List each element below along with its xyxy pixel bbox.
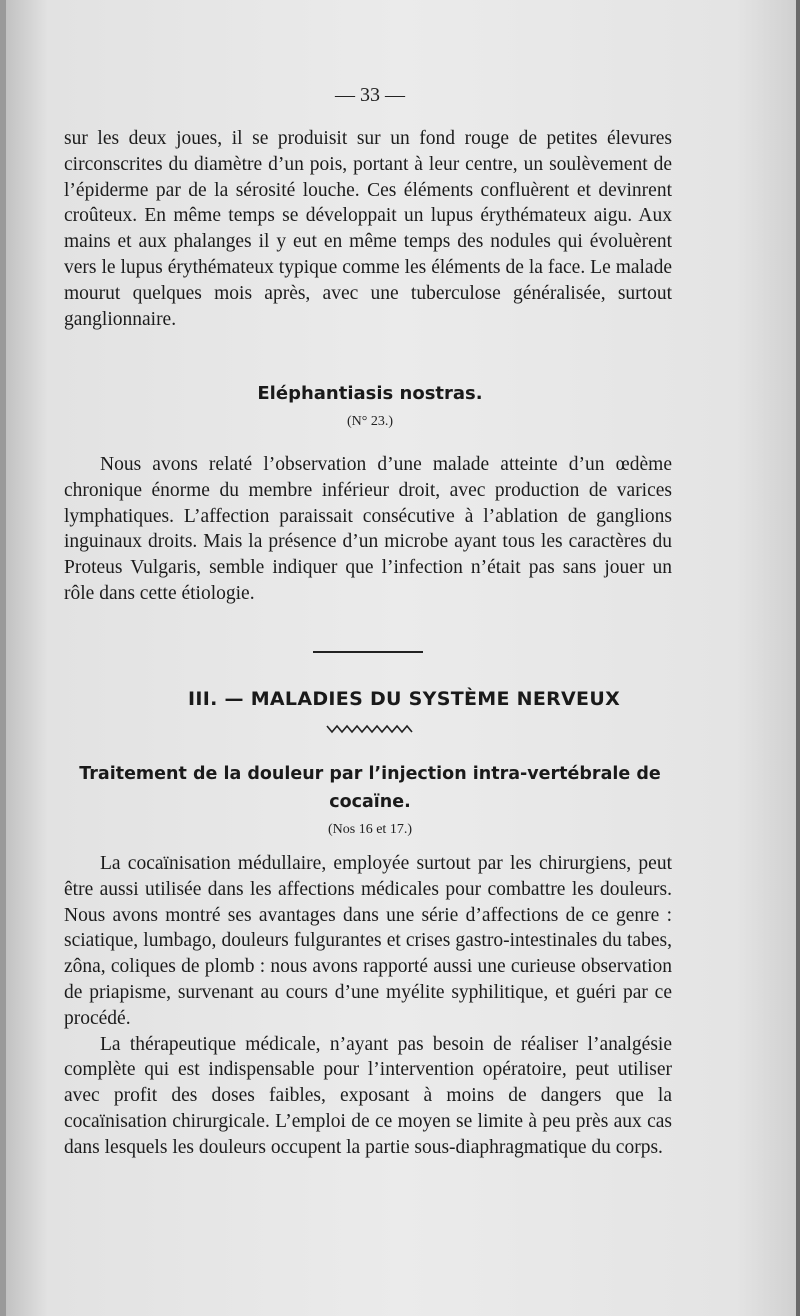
traitement-paragraph-2: La thérapeutique médicale, n’ayant pas besoin de réaliser l’analgésie complète qui est indispensable pour l’intervention opératoire, peut utiliser avec profit des doses faibles, exposant à moins de dangers que la cocaïnisation chirurgicale. L’emploi de ce moyen se limite à peu près aux cas dans lesquels les douleurs occupent la partie sous-diaphragmatique du corps. (64, 1033, 672, 1158)
traitement-reference-note: (Nos 16 et 17.) (328, 822, 412, 837)
elephantiasis-reference-note: (N° 23.) (346, 414, 394, 429)
intro-paragraph: sur les deux joues, il se produisit sur un fond rouge de petites élevures circonscrites du diamètre d’un pois, portant à leur centre, un soulèvement de l’épiderme par de la sérosité louche. Ces éléments confluèrent et devinrent croûteux. En même temps se développait un lupus érythémateux aigu. Aux mains et aux phalanges il y eut en même temps des nodules qui évoluèrent vers le lupus érythémateux typique comme les éléments de la face. Le malade mourut quelques mois après, avec une tuberculose généralisée, surtout ganglionnaire. (64, 128, 672, 330)
page-number: — 33 — (335, 84, 405, 106)
traitement-text-block (64, 851, 672, 1161)
section-title: III. — MALADIES DU SYSTÈME NERVEUX (187, 688, 621, 710)
elephantiasis-paragraph-block (64, 452, 672, 607)
section-divider-rule (313, 651, 423, 653)
elephantiasis-heading: Eléphantiasis nostras. (257, 383, 483, 404)
traitement-heading: Traitement de la douleur par l’injection intra-vertébrale de cocaïne. (79, 764, 661, 812)
intro-paragraph-block (64, 126, 672, 332)
traitement-paragraph-1: La cocaïnisation médullaire, employée surtout par les chirurgiens, peut être aussi utilisée dans les affections médicales pour combattre les douleurs. Nous avons montré ses avantages dans une série d’affections de ce genre : sciatique, lumbago, douleurs fulgurantes et crises gastro-intestinales du tabes, zôna, coliques de plomb : nous avons rapporté aussi une curieuse observation de priapisme, survenant au cours d’une myélite syphilitique, et guéri par ce procédé. (64, 853, 672, 1029)
wavy-ornament-icon (325, 722, 415, 736)
elephantiasis-paragraph: Nous avons relaté l’observation d’une malade atteinte d’un œdème chronique énorme du membre inférieur droit, avec production de varices lymphatiques. L’affection paraissait consécutive à l’ablation de ganglions inguinaux droits. Mais la présence d’un microbe ayant tous les caractères du Proteus Vulgaris, semble indiquer que l’infection n’était pas sans jouer un rôle dans cette étiologie. (64, 454, 672, 604)
